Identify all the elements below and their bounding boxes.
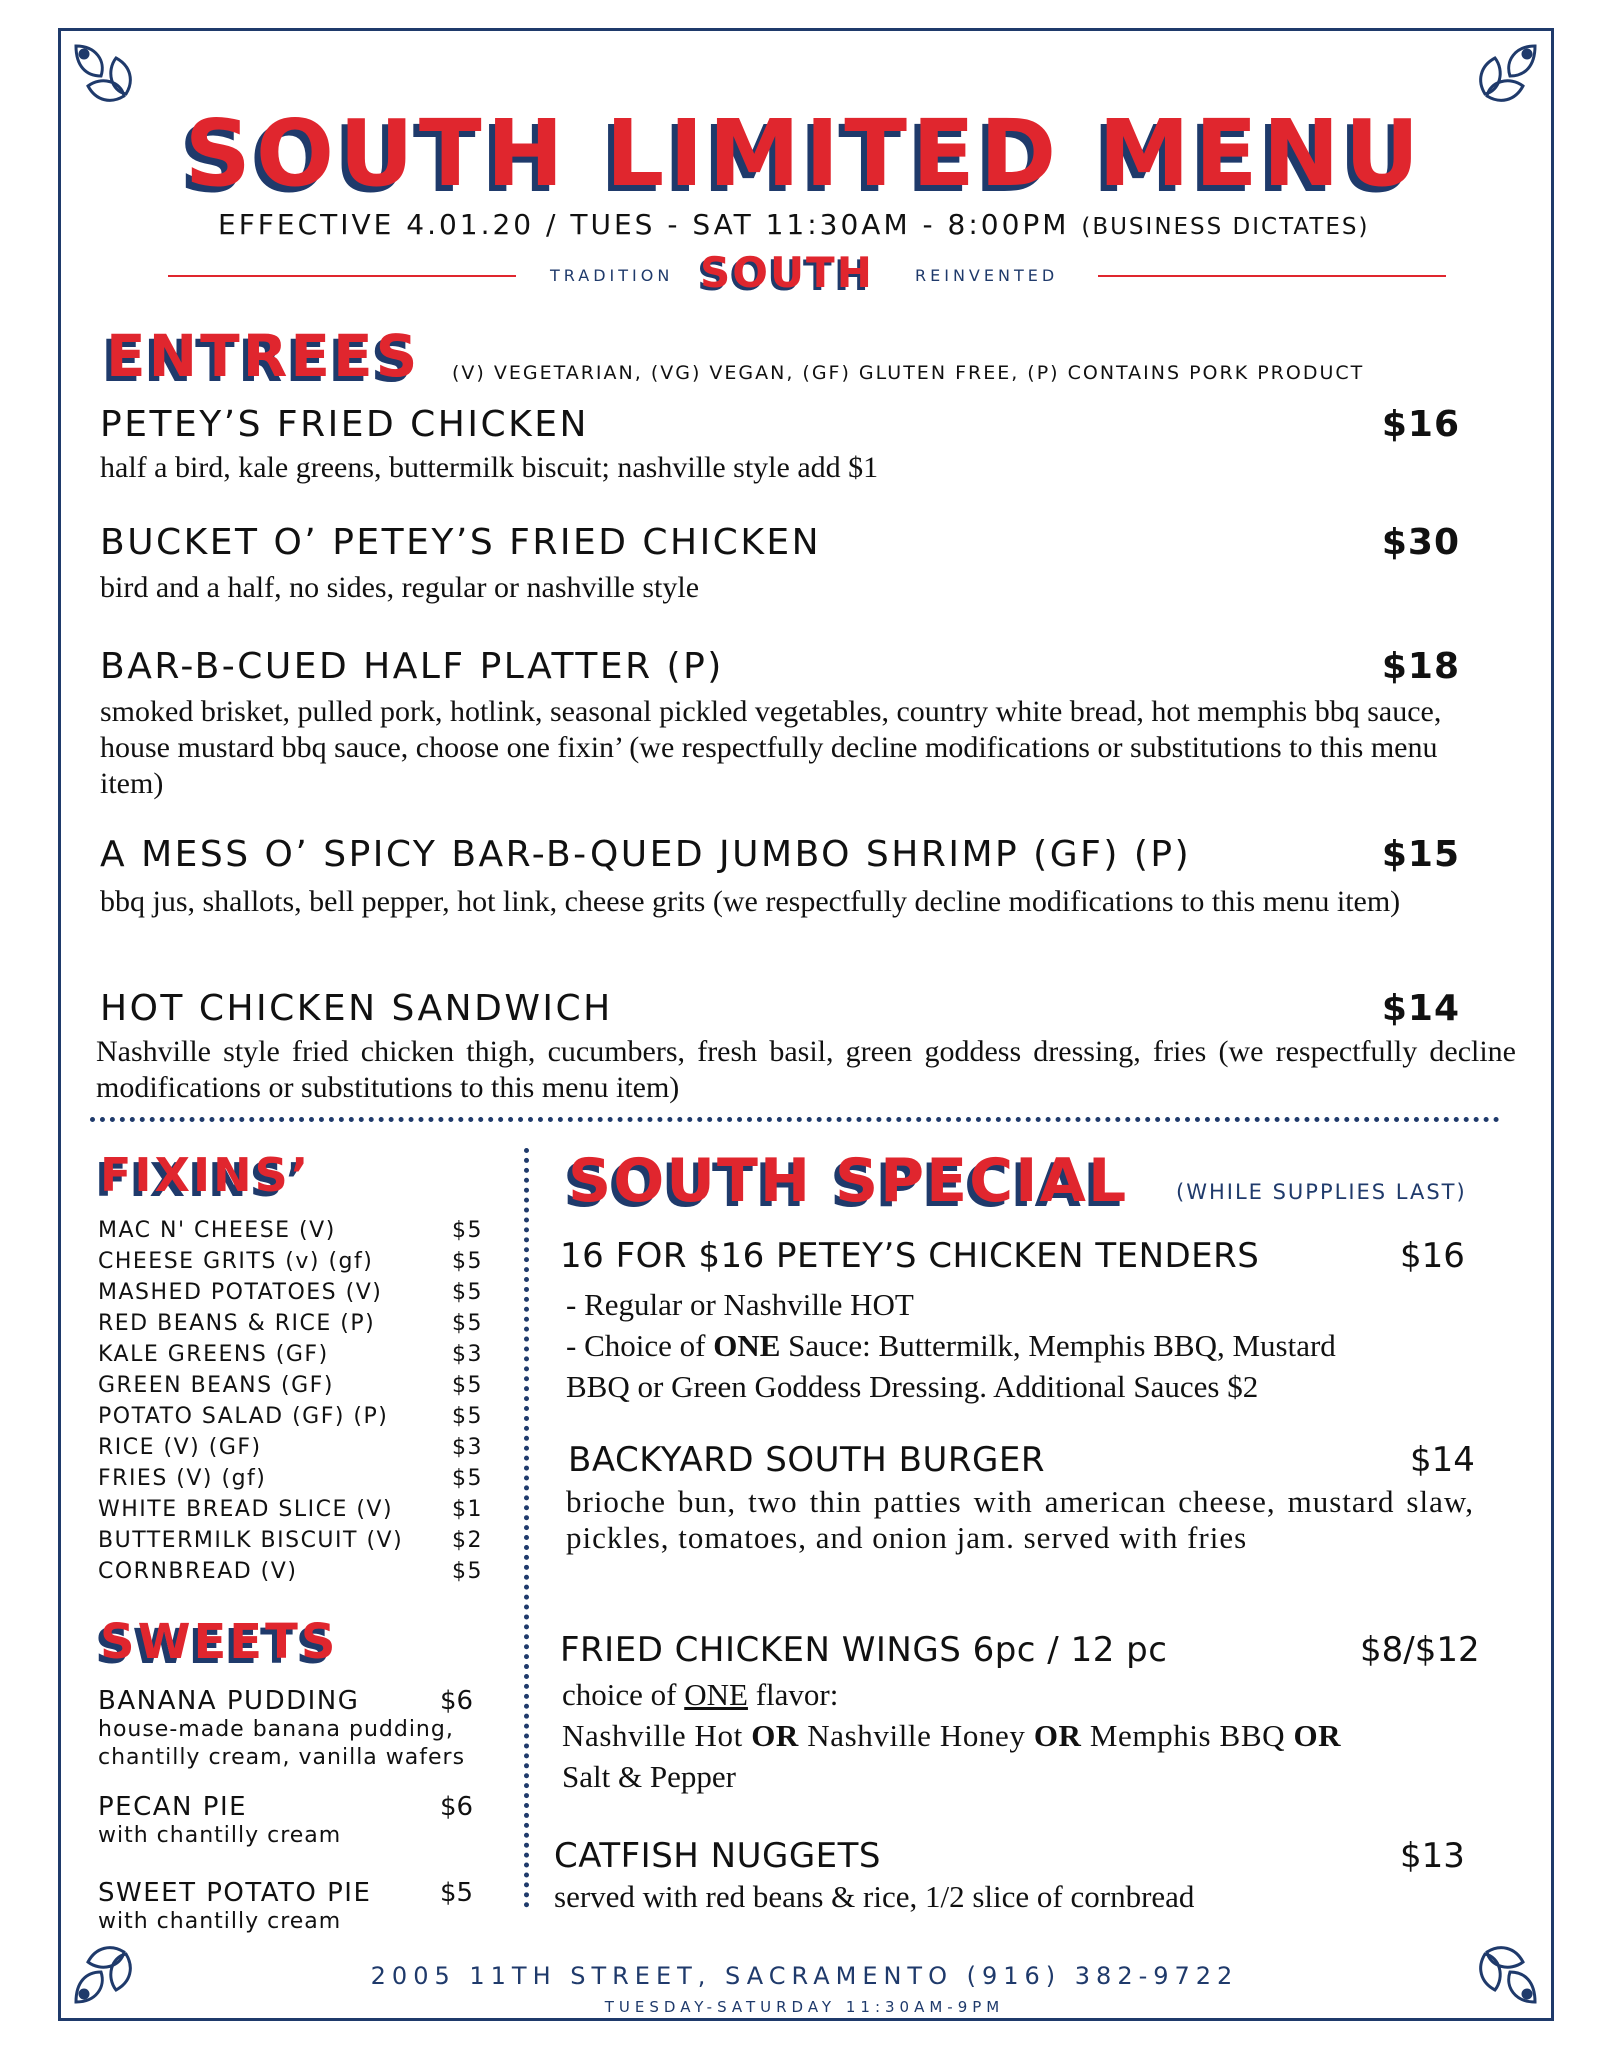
fixin-row bbox=[98, 1497, 483, 1522]
or-word: OR bbox=[1033, 1718, 1082, 1753]
special-line-text: flavor: bbox=[747, 1677, 839, 1712]
entree-name: BUCKET O’ PETEY’S FRIED CHICKEN bbox=[100, 522, 822, 563]
special-description: brioche bun, two thin patties with american cheese, mustard slaw, pickles, tomatoes, and onion jam. served with fries bbox=[566, 1484, 1474, 1555]
fixin-row bbox=[98, 1559, 483, 1584]
sweet-description: with chantilly cream bbox=[98, 1909, 342, 1934]
sweets-heading: SWEETS bbox=[100, 1614, 339, 1670]
special-emphasis: ONE bbox=[713, 1328, 781, 1363]
entrees-heading: ENTREES bbox=[106, 322, 421, 390]
entree-description: Nashville style fried chicken thigh, cucumbers, fresh basil, green goddess dressing, fries (we respectfully decline modifications or substitutions to this menu item) bbox=[96, 1035, 1516, 1104]
special-price: $16 bbox=[1400, 1236, 1465, 1276]
fixin-row bbox=[98, 1373, 483, 1398]
south-logo: SOUTH bbox=[700, 248, 874, 297]
special-price: $14 bbox=[1410, 1440, 1475, 1480]
fixin-name: RICE (V) (GF) bbox=[98, 1435, 262, 1460]
sweet-description: with chantilly cream bbox=[98, 1823, 342, 1848]
sweet-price: $5 bbox=[440, 1878, 474, 1908]
special-line-text: Sauce: Buttermilk, Memphis BBQ, Mustard bbox=[780, 1328, 1336, 1363]
section-divider bbox=[90, 1117, 1500, 1122]
column-divider bbox=[524, 1148, 529, 1908]
dietary-legend: (V) VEGETARIAN, (VG) VEGAN, (GF) GLUTEN FREE, (P) CONTAINS PORK PRODUCT bbox=[452, 362, 1365, 384]
special-line bbox=[562, 1674, 1512, 1715]
sweet-price: $6 bbox=[440, 1792, 474, 1822]
effective-text: EFFECTIVE 4.01.20 / TUES - SAT 11:30AM - 8:00PM bbox=[218, 208, 1070, 241]
fixin-price: $5 bbox=[452, 1404, 483, 1429]
divider-left bbox=[168, 275, 516, 277]
fixin-row bbox=[98, 1466, 483, 1491]
special-name: 16 FOR $16 PETEY’S CHICKEN TENDERS bbox=[560, 1236, 1260, 1276]
entree-price: $14 bbox=[1381, 988, 1460, 1029]
fixin-price: $1 bbox=[452, 1497, 483, 1522]
special-price: $13 bbox=[1400, 1836, 1465, 1876]
fixin-price: $5 bbox=[452, 1280, 483, 1305]
special-line-text: - Choice of bbox=[566, 1328, 714, 1363]
special-description: served with red beans & rice, 1/2 slice of cornbread bbox=[554, 1879, 1195, 1914]
sweet-name: SWEET POTATO PIE bbox=[98, 1878, 372, 1908]
fixin-row bbox=[98, 1218, 483, 1243]
fixin-name: CORNBREAD (V) bbox=[98, 1559, 298, 1584]
entree-price: $16 bbox=[1381, 404, 1460, 445]
flavor: Memphis BBQ bbox=[1081, 1718, 1294, 1753]
fixin-row bbox=[98, 1528, 483, 1553]
special-line: BBQ or Green Goddess Dressing. Additional Sauces $2 bbox=[566, 1369, 1259, 1404]
page-title: SOUTH LIMITED MENU bbox=[184, 100, 1425, 207]
fixin-name: KALE GREENS (GF) bbox=[98, 1342, 329, 1367]
divider-right bbox=[1098, 275, 1446, 277]
fixin-price: $2 bbox=[452, 1528, 483, 1553]
special-line: Salt & Pepper bbox=[562, 1759, 736, 1794]
fixin-name: CHEESE GRITS (v) (gf) bbox=[98, 1249, 374, 1274]
fixin-price: $5 bbox=[452, 1466, 483, 1491]
effective-hours bbox=[218, 208, 1369, 241]
fixin-row bbox=[98, 1435, 483, 1460]
fixin-name: BUTTERMILK BISCUIT (V) bbox=[98, 1528, 404, 1553]
fixin-name: FRIES (V) (gf) bbox=[98, 1466, 267, 1491]
entree-price: $15 bbox=[1381, 834, 1460, 875]
fixin-name: POTATO SALAD (GF) (P) bbox=[98, 1404, 389, 1429]
entree-price: $30 bbox=[1381, 522, 1460, 563]
fixin-name: WHITE BREAD SLICE (V) bbox=[98, 1497, 394, 1522]
footer-hours: TUESDAY-SATURDAY 11:30AM-9PM bbox=[604, 1998, 1005, 2016]
fixin-price: $5 bbox=[452, 1218, 483, 1243]
fixin-row bbox=[98, 1342, 483, 1367]
flavor: Nashville Hot bbox=[562, 1718, 752, 1753]
fixin-price: $5 bbox=[452, 1559, 483, 1584]
entree-name: HOT CHICKEN SANDWICH bbox=[100, 988, 613, 1029]
special-emphasis: ONE bbox=[684, 1677, 748, 1712]
fixin-name: MAC N' CHEESE (V) bbox=[98, 1218, 336, 1243]
special-name: BACKYARD SOUTH BURGER bbox=[568, 1440, 1045, 1480]
tagline-right: REINVENTED bbox=[915, 266, 1059, 285]
special-name: CATFISH NUGGETS bbox=[554, 1836, 882, 1876]
entree-description: bird and a half, no sides, regular or nashville style bbox=[100, 571, 700, 604]
fixin-price: $3 bbox=[452, 1342, 483, 1367]
business-note: (BUSINESS DICTATES) bbox=[1081, 214, 1370, 240]
tagline-left: TRADITION bbox=[550, 266, 674, 285]
entree-description: smoked brisket, pulled pork, hotlink, seasonal pickled vegetables, country white bread, hot memphis bbq sauce, house mustard bbq sauce, choose one fixin’ (we respectfully decline modifications or substitutions to this menu item) bbox=[100, 695, 1442, 800]
sweet-name: PECAN PIE bbox=[98, 1792, 248, 1822]
entree-description: half a bird, kale greens, buttermilk biscuit; nashville style add $1 bbox=[100, 451, 879, 484]
sweet-price: $6 bbox=[440, 1686, 474, 1716]
special-price: $8/$12 bbox=[1360, 1630, 1480, 1670]
sweet-name: BANANA PUDDING bbox=[98, 1686, 360, 1716]
flavor: Nashville Honey bbox=[798, 1718, 1034, 1753]
entree-name: A MESS O’ SPICY BAR-B-QUED JUMBO SHRIMP (GF) (P) bbox=[100, 834, 1192, 875]
special-line bbox=[562, 1715, 1512, 1756]
special-line bbox=[566, 1325, 1516, 1366]
fixin-row bbox=[98, 1404, 483, 1429]
fixin-name: MASHED POTATOES (V) bbox=[98, 1280, 383, 1305]
fixin-name: RED BEANS & RICE (P) bbox=[98, 1311, 376, 1336]
fixin-row bbox=[98, 1249, 483, 1274]
entree-description: bbq jus, shallots, bell pepper, hot link, cheese grits (we respectfully decline modifications to this menu item) bbox=[100, 885, 1401, 918]
special-name: FRIED CHICKEN WINGS 6pc / 12 pc bbox=[560, 1630, 1168, 1670]
special-heading: SOUTH SPECIAL bbox=[568, 1146, 1129, 1216]
sweet-description: house-made banana pudding, chantilly cream, vanilla wafers bbox=[98, 1717, 466, 1770]
entree-name: PETEY’S FRIED CHICKEN bbox=[100, 404, 589, 445]
fixin-price: $5 bbox=[452, 1311, 483, 1336]
fixin-row bbox=[98, 1311, 483, 1336]
fixin-name: GREEN BEANS (GF) bbox=[98, 1373, 334, 1398]
fixin-row bbox=[98, 1280, 483, 1305]
or-word: OR bbox=[1293, 1718, 1342, 1753]
special-note: (WHILE SUPPLIES LAST) bbox=[1176, 1180, 1467, 1204]
fixin-price: $5 bbox=[452, 1373, 483, 1398]
fixins-heading: FIXINS’ bbox=[100, 1148, 312, 1202]
footer-address: 2005 11TH STREET, SACRAMENTO (916) 382-9722 bbox=[370, 1962, 1239, 1990]
entree-name: BAR-B-CUED HALF PLATTER (P) bbox=[100, 646, 724, 687]
special-line-text: choice of bbox=[562, 1677, 685, 1712]
special-line: - Regular or Nashville HOT bbox=[566, 1287, 914, 1322]
fixin-price: $3 bbox=[452, 1435, 483, 1460]
or-word: OR bbox=[751, 1718, 799, 1753]
special-description bbox=[566, 1284, 1516, 1407]
fixin-price: $5 bbox=[452, 1249, 483, 1274]
special-description bbox=[562, 1674, 1512, 1797]
entree-price: $18 bbox=[1381, 646, 1460, 687]
